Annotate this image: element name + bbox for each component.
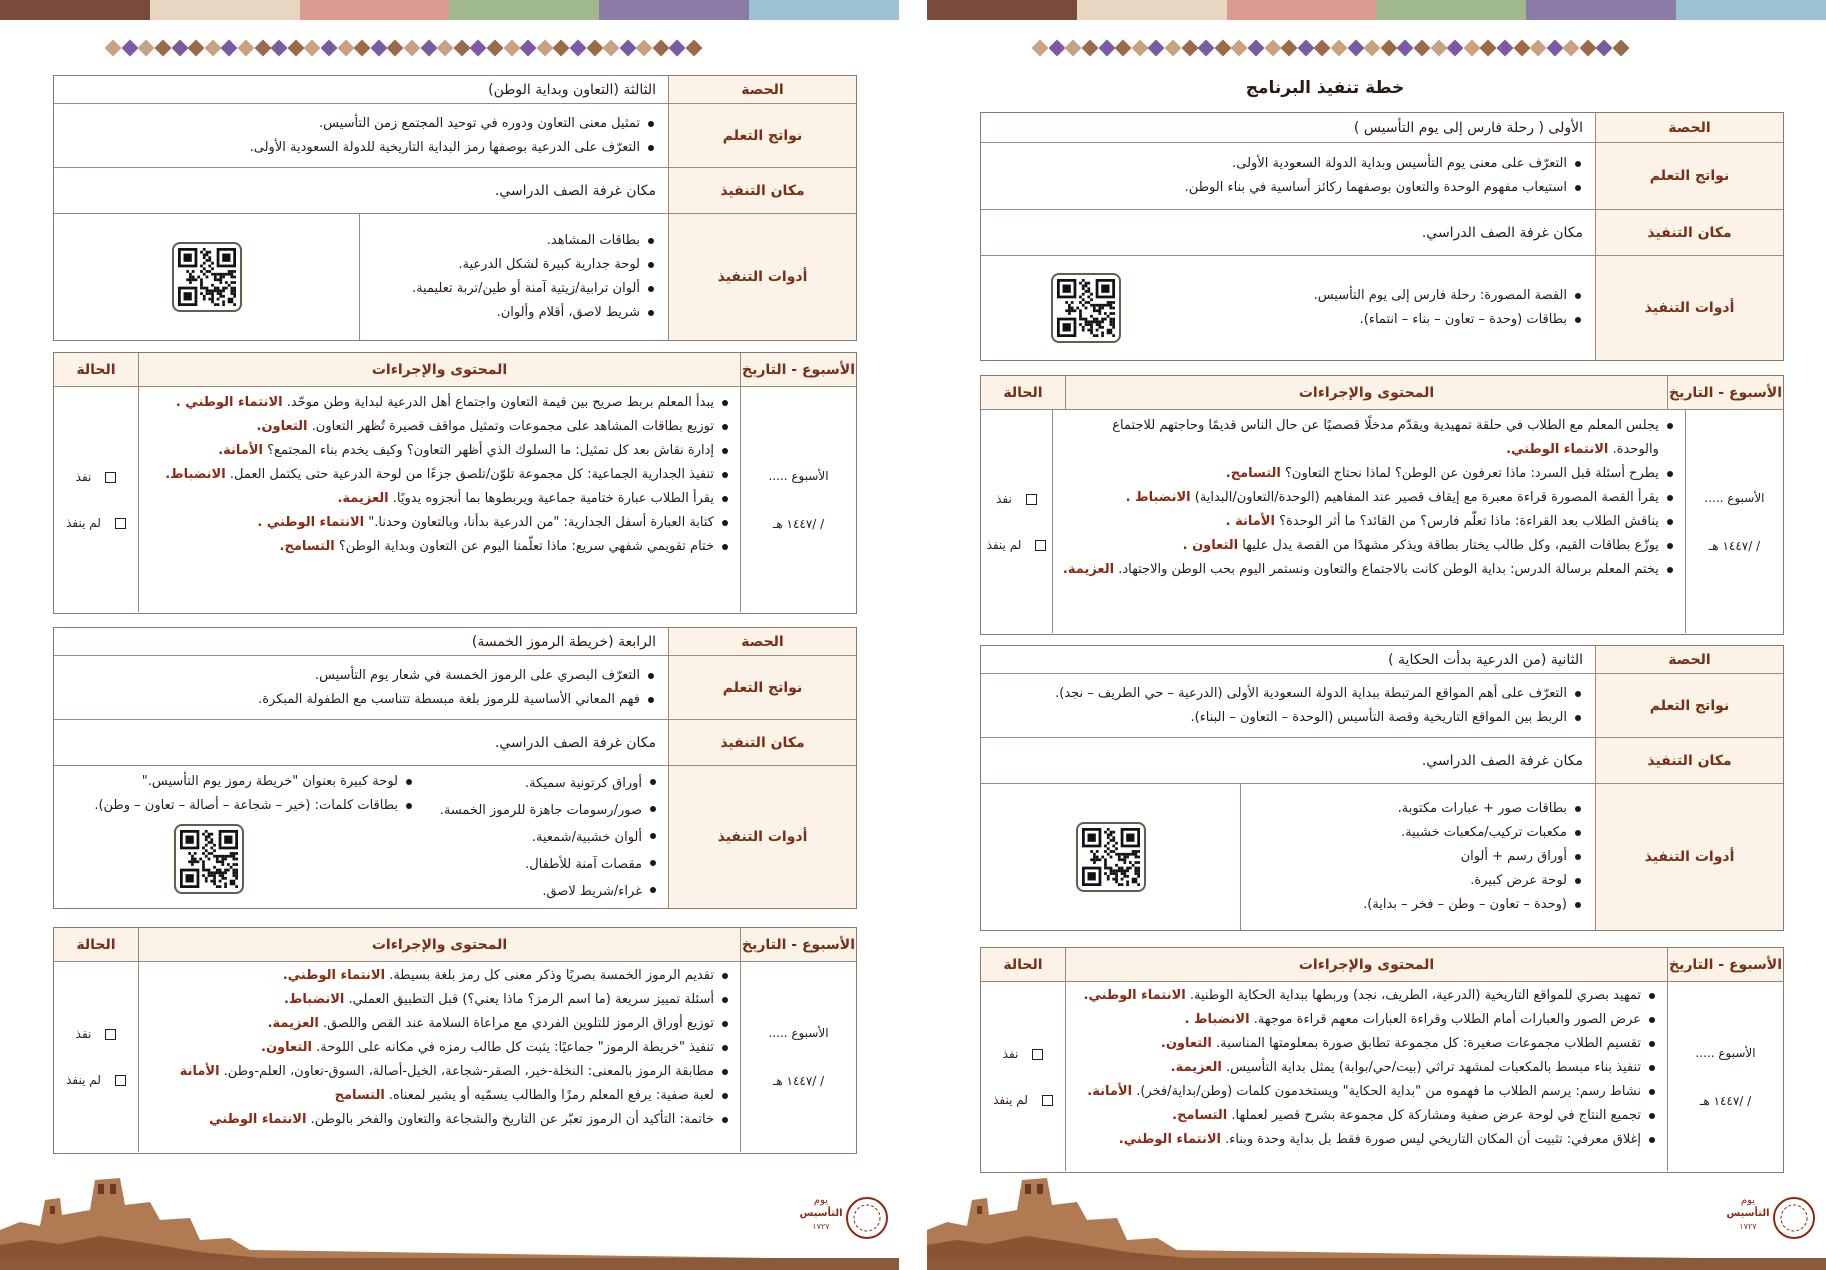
tools-label: أدوات التنفيذ: [668, 766, 856, 908]
diamond-ornament: [105, 40, 122, 57]
lesson4-tool: بطاقات كلمات: (خير – شجاعة – أصالة – تعاون – وطن).: [94, 794, 414, 818]
tools-label: أدوات التنفيذ: [668, 214, 856, 340]
diamond-ornament: [1530, 40, 1547, 57]
diamond-ornament: [1264, 40, 1281, 57]
lesson-label: الحصة: [1595, 646, 1783, 673]
diamond-ornament: [121, 40, 138, 57]
procedure-item: [1063, 462, 1675, 486]
value-tag: الأمانة: [179, 1064, 220, 1079]
value-tag: التسامح.: [279, 539, 335, 554]
page-title: خطة تنفيذ البرنامج: [1245, 78, 1405, 98]
procedure-text: توزيع بطاقات المشاهد على مجموعات وتمثيل مواقف قصيرة تُظهر التعاون.: [311, 419, 714, 434]
lesson2-tool: مكعبات تركيب/مكعبات خشبية.: [1253, 821, 1583, 845]
lesson4-tool: لوحة كبيرة بعنوان "خريطة رموز يوم التأسيس.": [94, 770, 414, 794]
diamond-ornament: [1397, 40, 1414, 57]
diamond-ornament: [603, 40, 620, 57]
top-color-stripe: [0, 0, 899, 20]
procedure-text: يختم المعلم برسالة الدرس: بداية الوطن كانت بالاجتماع والتعاون ونستمر اليوم بحب الوطن والاجتهاد.: [1118, 562, 1659, 577]
diamond-ornament: [470, 40, 487, 57]
value-tag: الانتماء الوطني .: [175, 395, 283, 410]
procedure-item: [1076, 984, 1657, 1008]
procedure-text: نشاط رسم: يرسم الطلاب ما فهموه من "بداية الحكاية" ويستخدمون كلمات (وطن/بداية/فخر).: [1136, 1084, 1641, 1099]
procedure-item: [1076, 1056, 1657, 1080]
procedure-text: يجلس المعلم مع الطلاب في حلقة تمهيدية ويقدّم مدخلًا قصصيًا عن حال الناس قديمًا وحاجتهم للاجتماع: [1112, 418, 1659, 433]
diamond-ornament: [1198, 40, 1215, 57]
lesson3-info-table: [53, 75, 857, 341]
lesson3-tool: لوحة جدارية كبيرة لشكل الدرعية.: [372, 253, 656, 277]
date-field: / /١٤٤٧ هـ: [1708, 538, 1761, 553]
diamond-ornament: [387, 40, 404, 57]
lesson1-outcome: استيعاب مفهوم الوحدة والتعاون بوصفهما ركائز أساسية في بناء الوطن.: [993, 176, 1583, 200]
value-tag: الانتماء الوطني.: [282, 968, 386, 983]
diamond-ornament: [337, 40, 354, 57]
value-tag: الانتماء الوطني.: [1118, 1132, 1221, 1147]
diamond-border: [1032, 38, 1629, 58]
lesson1-tool: بطاقات (وحدة – تعاون – بناء – انتماء).: [1203, 308, 1583, 332]
page-left: [0, 0, 899, 1270]
qr-code-icon[interactable]: [1051, 273, 1121, 343]
diamond-ornament: [1065, 40, 1082, 57]
diamond-ornament: [1447, 40, 1464, 57]
content-header: المحتوى والإجراءات: [1065, 948, 1667, 981]
value-tag: الانضباط .: [1184, 1012, 1250, 1027]
diamond-ornament: [652, 40, 669, 57]
procedure-item: [149, 1036, 730, 1060]
content-header: المحتوى والإجراءات: [138, 353, 740, 386]
value-tag: العزيمة.: [1062, 562, 1115, 577]
procedure-item: [1063, 486, 1675, 510]
procedure-text: تقديم الرموز الخمسة بصريًا وذكر معنى كل رمز بلغة بسيطة.: [389, 968, 714, 983]
procedure-text: تقسيم الطلاب مجموعات صغيرة: كل مجموعة تطابق صورة بمعلومتها المناسبة.: [1216, 1036, 1641, 1051]
diamond-ornament: [1347, 40, 1364, 57]
lesson2-outcome: الربط بين المواقع التاريخية وقصة التأسيس (الوحدة – التعاون – البناء).: [993, 706, 1583, 730]
bottom-bar: [927, 1258, 1826, 1270]
value-tag: الانضباط.: [165, 467, 226, 482]
value-tag: التعاون.: [1160, 1036, 1212, 1051]
diamond-border: [105, 38, 702, 58]
lesson1-procedures-table: [980, 375, 1784, 635]
procedure-item: [149, 1060, 730, 1084]
diamond-ornament: [304, 40, 321, 57]
diamond-ornament: [403, 40, 420, 57]
diamond-ornament: [1248, 40, 1265, 57]
content-header: المحتوى والإجراءات: [138, 928, 740, 961]
diamond-ornament: [619, 40, 636, 57]
lesson1-tool: القصة المصورة: رحلة فارس إلى يوم التأسيس.: [1203, 284, 1583, 308]
done-label: نفذ: [996, 491, 1012, 506]
outcomes-label: نواتج التعلم: [668, 104, 856, 167]
done-checkbox[interactable]: [1026, 494, 1037, 505]
content-header: المحتوى والإجراءات: [1065, 376, 1667, 409]
diamond-ornament: [254, 40, 271, 57]
diamond-ornament: [437, 40, 454, 57]
value-tag: الأمانة.: [1087, 1084, 1133, 1099]
procedure-text: تمهيد بصري للمواقع التاريخية (الدرعية، الطريف، نجد) وربطها ببداية الحكاية الوطنية.: [1189, 988, 1641, 1003]
diamond-ornament: [453, 40, 470, 57]
not-done-label: لم ينفذ: [66, 1073, 101, 1087]
date-field: / /١٤٤٧ هـ: [772, 516, 825, 531]
outcomes-label: نواتج التعلم: [668, 656, 856, 719]
diamond-ornament: [1214, 40, 1231, 57]
procedure-text: أسئلة تمييز سريعة (ما اسم الرمز؟ ماذا يعني؟) قبل التطبيق العملي.: [348, 992, 714, 1007]
diamond-ornament: [1463, 40, 1480, 57]
diamond-ornament: [321, 40, 338, 57]
procedure-text: كتابة العبارة أسفل الجدارية: "من الدرعية بدأنا، وبالتعاون وحدنا.": [368, 515, 714, 530]
diamond-ornament: [1281, 40, 1298, 57]
diamond-ornament: [553, 40, 570, 57]
not-done-checkbox[interactable]: [115, 518, 126, 529]
lesson4-title: الرابعة (خريطة الرموز الخمسة): [471, 633, 656, 650]
lesson3-outcome: تمثيل معنى التعاون ودوره في توحيد المجتمع زمن التأسيس.: [66, 112, 656, 136]
diamond-ornament: [1513, 40, 1530, 57]
week-field: الأسبوع .....: [768, 1026, 829, 1040]
lesson-label: الحصة: [668, 76, 856, 103]
diamond-ornament: [1330, 40, 1347, 57]
diamond-ornament: [520, 40, 537, 57]
diamond-ornament: [569, 40, 586, 57]
value-tag: الانتماء الوطني.: [1083, 988, 1186, 1003]
lesson2-info-table: [980, 645, 1784, 931]
diamond-ornament: [1314, 40, 1331, 57]
diamond-ornament: [188, 40, 205, 57]
not-done-label: لم ينفذ: [993, 1092, 1028, 1107]
done-checkbox[interactable]: [1032, 1049, 1043, 1060]
lesson-label: الحصة: [668, 628, 856, 655]
procedure-item: [1076, 1128, 1657, 1152]
diamond-ornament: [1181, 40, 1198, 57]
value-tag: التعاون.: [261, 1040, 312, 1055]
diamond-ornament: [1098, 40, 1115, 57]
lesson2-tool: بطاقات صور + عبارات مكتوبة.: [1253, 797, 1583, 821]
lesson4-info-table: [53, 627, 857, 909]
procedure-text: خاتمة: التأكيد أن الرموز تعبّر عن التاريخ والشجاعة والتعاون والفخر بالوطن.: [310, 1112, 714, 1127]
diamond-ornament: [271, 40, 288, 57]
heritage-buildings-illustration: [0, 1160, 899, 1270]
procedure-text: عرض الصور والعبارات أمام الطلاب وقراءة العبارات معهم قراءة موجهة.: [1253, 1012, 1641, 1027]
lesson1-place: مكان غرفة الصف الدراسي.: [1421, 224, 1583, 241]
diamond-ornament: [354, 40, 371, 57]
logo-line3: ١٧٢٧: [1739, 1222, 1757, 1231]
diamond-ornament: [1297, 40, 1314, 57]
diamond-ornament: [636, 40, 653, 57]
value-tag: التعاون.: [256, 419, 308, 434]
heritage-buildings-illustration: [927, 1160, 1826, 1270]
diamond-ornament: [486, 40, 503, 57]
status-header: الحالة: [1003, 384, 1043, 401]
diamond-ornament: [1579, 40, 1596, 57]
procedure-text: تنفيذ "خريطة الرموز" جماعيًا: يثبت كل طالب رمزه في مكانه على اللوحة.: [316, 1040, 714, 1055]
lesson3-procedures-table: [53, 352, 857, 614]
diamond-ornament: [1480, 40, 1497, 57]
place-label: مكان التنفيذ: [1595, 738, 1783, 783]
diamond-ornament: [370, 40, 387, 57]
value-tag: الانضباط .: [1125, 490, 1191, 505]
lesson4-procedures-table: [53, 927, 857, 1154]
procedure-item: [1076, 1008, 1657, 1032]
page-right: [927, 0, 1826, 1270]
procedure-item: [149, 1012, 730, 1036]
value-tag: التعاون .: [1182, 538, 1239, 553]
diamond-ornament: [1231, 40, 1248, 57]
lesson4-tool: أوراق كرتونية سميكة.: [434, 770, 658, 797]
status-header: الحالة: [76, 936, 116, 953]
lesson1-info-table: [980, 112, 1784, 361]
done-checkbox[interactable]: [105, 1029, 116, 1040]
procedure-item: [149, 487, 730, 511]
diamond-ornament: [1082, 40, 1099, 57]
outcomes-label: نواتج التعلم: [1595, 143, 1783, 209]
lesson4-tool: ألوان خشبية/شمعية.: [434, 824, 658, 851]
lesson3-tool: بطاقات المشاهد.: [372, 229, 656, 253]
procedure-item: [1063, 510, 1675, 534]
tools-label: أدوات التنفيذ: [1595, 784, 1783, 930]
founding-day-logo: [1726, 1188, 1816, 1248]
done-label: نفذ: [1002, 1046, 1019, 1061]
qr-code-icon[interactable]: [1076, 822, 1146, 892]
procedure-item: [149, 988, 730, 1012]
procedure-text: يطرح أسئلة قبل السرد: ماذا تعرفون عن الوطن؟ لماذا نحتاج التعاون؟: [1285, 466, 1659, 481]
diamond-ornament: [1413, 40, 1430, 57]
lesson2-tool: لوحة عرض كبيرة.: [1253, 869, 1583, 893]
not-done-label: لم ينفذ: [66, 515, 101, 530]
done-checkbox[interactable]: [105, 472, 116, 483]
procedure-text: مطابقة الرموز بالمعنى: النخلة-خير، الصقر-شجاعة، الخيل-أصالة، السوق-تعاون، العلم-وطن.: [223, 1064, 714, 1079]
procedure-item: [1063, 414, 1675, 438]
diamond-ornament: [503, 40, 520, 57]
diamond-ornament: [1496, 40, 1513, 57]
tools-label: أدوات التنفيذ: [1595, 256, 1783, 360]
value-tag: التسامح: [334, 1088, 385, 1103]
diamond-ornament: [669, 40, 686, 57]
week-field: الأسبوع .....: [1704, 490, 1765, 505]
procedure-item: [1076, 1104, 1657, 1128]
logo-line3: ١٧٢٧: [812, 1222, 830, 1231]
procedure-item: [149, 535, 730, 559]
procedure-item: [149, 1084, 730, 1108]
diamond-ornament: [1430, 40, 1447, 57]
procedure-text: يناقش الطلاب بعد القراءة: ماذا تعلّم فارس؟ من القائد؟ ما أثر الوحدة؟: [1279, 514, 1659, 529]
founding-day-logo: [799, 1188, 889, 1248]
procedure-item: [149, 391, 730, 415]
diamond-ornament: [1148, 40, 1165, 57]
lesson3-tool: شريط لاصق، أقلام وألوان.: [372, 301, 656, 325]
logo-line1: يوم: [813, 1195, 829, 1206]
procedure-text: إدارة نقاش بعد كل تمثيل: ما السلوك الذي أظهر التعاون؟ وكيف يخدم بناء المجتمع؟: [267, 443, 714, 458]
date-field: / /١٤٤٧ هـ: [772, 1074, 825, 1088]
lesson4-tool: مقصات آمنة للأطفال.: [434, 851, 658, 878]
status-header: الحالة: [76, 361, 116, 378]
logo-line2: التأسيس: [1726, 1208, 1770, 1219]
procedure-text: إغلاق معرفي: تثبيت أن المكان التاريخي ليس صورة فقط بل بداية وحدة وبناء.: [1225, 1132, 1641, 1147]
procedure-item: [149, 1108, 730, 1132]
outcomes-label: نواتج التعلم: [1595, 674, 1783, 737]
diamond-ornament: [1546, 40, 1563, 57]
procedure-item: [1076, 1032, 1657, 1056]
place-label: مكان التنفيذ: [668, 168, 856, 213]
diamond-ornament: [155, 40, 172, 57]
diamond-ornament: [1596, 40, 1613, 57]
procedure-text: لعبة صفية: يرفع المعلم رمزًا والطالب يسمّيه أو يشير لمعناه.: [388, 1088, 714, 1103]
lesson2-procedures-table: [980, 947, 1784, 1173]
not-done-label: لم ينفذ: [986, 537, 1022, 552]
procedure-text: تجميع النتاج في لوحة عرض صفية ومشاركة كل مجموعة بشرح قصير لعملها.: [1231, 1108, 1641, 1123]
value-tag: الانتماء الوطني: [209, 1112, 307, 1127]
procedure-item: [1063, 534, 1675, 558]
week-date-header: الأسبوع - التاريخ: [1667, 948, 1783, 981]
diamond-ornament: [1048, 40, 1065, 57]
value-tag: الانتماء الوطني.: [1506, 442, 1609, 457]
lesson3-title: الثالثة (التعاون وبداية الوطن): [488, 81, 656, 98]
not-done-checkbox[interactable]: [115, 1075, 126, 1086]
lesson1-title: الأولى ( رحلة فارس إلى يوم التأسيس ): [1353, 119, 1583, 136]
value-tag: العزيمة.: [267, 1016, 319, 1031]
diamond-ornament: [686, 40, 703, 57]
lesson4-outcome: التعرّف البصري على الرموز الخمسة في شعار يوم التأسيس.: [66, 664, 656, 688]
procedure-item: [1063, 438, 1675, 462]
bottom-bar: [0, 1258, 899, 1270]
diamond-ornament: [1563, 40, 1580, 57]
diamond-ornament: [204, 40, 221, 57]
procedure-text: يوزّع بطاقات القيم، وكل طالب يختار بطاقة ويذكر مشهدًا من القصة يدل عليها: [1242, 538, 1659, 553]
procedure-text: يقرأ القصة المصورة قراءة معبرة مع إيقاف قصير عند المفاهيم (الوحدة/التعاون/البداية): [1194, 490, 1659, 505]
done-label: نفذ: [75, 469, 92, 484]
procedure-item: [149, 415, 730, 439]
lesson2-tool: (وحدة – تعاون – وطن – فخر – بداية).: [1253, 893, 1583, 917]
procedure-text: توزيع أوراق الرموز للتلوين الفردي مع مراعاة السلامة عند القص واللصق.: [322, 1016, 714, 1031]
logo-line1: يوم: [1740, 1195, 1756, 1206]
lesson2-tool: أوراق رسم + ألوان: [1253, 845, 1583, 869]
lesson1-outcome: التعرّف على معنى يوم التأسيس وبداية الدولة السعودية الأولى.: [993, 152, 1583, 176]
lesson3-place: مكان غرفة الصف الدراسي.: [494, 182, 656, 199]
diamond-ornament: [1380, 40, 1397, 57]
lesson4-place: مكان غرفة الصف الدراسي.: [494, 734, 656, 751]
value-tag: التسامح.: [1225, 466, 1281, 481]
status-header: الحالة: [1003, 956, 1043, 973]
diamond-ornament: [420, 40, 437, 57]
procedure-text: تنفيذ الجدارية الجماعية: كل مجموعة تلوّن/تلصق جزءًا من لوحة الدرعية حتى يكتمل العمل.: [229, 467, 714, 482]
page-gutter: [899, 0, 927, 1270]
procedure-item: [149, 463, 730, 487]
lesson2-place: مكان غرفة الصف الدراسي.: [1421, 752, 1583, 769]
lesson2-outcome: التعرّف على أهم المواقع المرتبطة ببداية الدولة السعودية الأولى (الدرعية – حي الطريف – نجد).: [993, 682, 1583, 706]
procedure-item: [149, 964, 730, 988]
lesson2-title: الثانية (من الدرعية بدأت الحكاية ): [1388, 651, 1583, 668]
diamond-ornament: [1165, 40, 1182, 57]
diamond-ornament: [171, 40, 188, 57]
place-label: مكان التنفيذ: [1595, 210, 1783, 255]
diamond-ornament: [287, 40, 304, 57]
procedure-text: والوحدة.: [1612, 442, 1659, 457]
value-tag: العزيمة.: [1170, 1060, 1222, 1075]
diamond-ornament: [1613, 40, 1630, 57]
place-label: مكان التنفيذ: [668, 720, 856, 765]
value-tag: الأمانة.: [218, 443, 263, 458]
week-date-header: الأسبوع - التاريخ: [1667, 376, 1783, 409]
week-field: الأسبوع .....: [1695, 1045, 1756, 1060]
value-tag: الانضباط.: [283, 992, 345, 1007]
procedure-text: يقرأ الطلاب عبارة ختامية جماعية ويربطوها بما أنجزوه يدويًا.: [392, 491, 714, 506]
procedure-text: ختام تقويمي شفهي سريع: ماذا تعلّمنا اليوم عن التعاون وبداية الوطن؟: [338, 539, 714, 554]
lesson3-tool: ألوان ترابية/زيتية آمنة أو طين/تربة تعليمية.: [372, 277, 656, 301]
week-field: الأسبوع .....: [768, 468, 829, 483]
lesson3-outcome: التعرّف على الدرعية بوصفها رمز البداية التاريخية للدولة السعودية الأولى.: [66, 136, 656, 160]
procedure-item: [149, 439, 730, 463]
diamond-ornament: [536, 40, 553, 57]
lesson4-tool: صور/رسومات جاهزة للرموز الخمسة.: [434, 797, 658, 824]
value-tag: الأمانة .: [1225, 514, 1275, 529]
diamond-ornament: [1115, 40, 1132, 57]
logo-line2: التأسيس: [799, 1208, 843, 1219]
procedure-item: [1076, 1080, 1657, 1104]
lesson4-tool: غراء/شريط لاصق.: [434, 878, 658, 905]
diamond-ornament: [586, 40, 603, 57]
diamond-ornament: [1131, 40, 1148, 57]
diamond-ornament: [221, 40, 238, 57]
value-tag: العزيمة.: [337, 491, 389, 506]
lesson-label: الحصة: [1595, 113, 1783, 142]
procedure-item: [1063, 558, 1675, 582]
qr-code-icon[interactable]: [172, 242, 242, 312]
diamond-ornament: [1364, 40, 1381, 57]
diamond-ornament: [138, 40, 155, 57]
not-done-checkbox[interactable]: [1042, 1095, 1053, 1106]
date-field: / /١٤٤٧ هـ: [1699, 1093, 1752, 1108]
week-date-header: الأسبوع - التاريخ: [740, 353, 856, 386]
not-done-checkbox[interactable]: [1035, 540, 1046, 551]
qr-code-icon[interactable]: [174, 824, 244, 894]
lesson4-outcome: فهم المعاني الأساسية للرموز بلغة مبسطة تتناسب مع الطفولة المبكرة.: [66, 688, 656, 712]
value-tag: الانتماء الوطني .: [257, 515, 365, 530]
diamond-ornament: [238, 40, 255, 57]
top-color-stripe: [927, 0, 1826, 20]
procedure-text: تنفيذ بناء مبسط بالمكعبات لمشهد تراثي (بيت/حي/بوابة) يمثل بداية التأسيس.: [1225, 1060, 1641, 1075]
procedure-text: يبدأ المعلم بربط صريح بين قيمة التعاون واجتماع أهل الدرعية لبداية وطن موحّد.: [286, 395, 714, 410]
diamond-ornament: [1032, 40, 1049, 57]
procedure-item: [149, 511, 730, 535]
value-tag: التسامح.: [1172, 1108, 1228, 1123]
week-date-header: الأسبوع - التاريخ: [740, 928, 856, 961]
done-label: نفذ: [75, 1027, 92, 1041]
